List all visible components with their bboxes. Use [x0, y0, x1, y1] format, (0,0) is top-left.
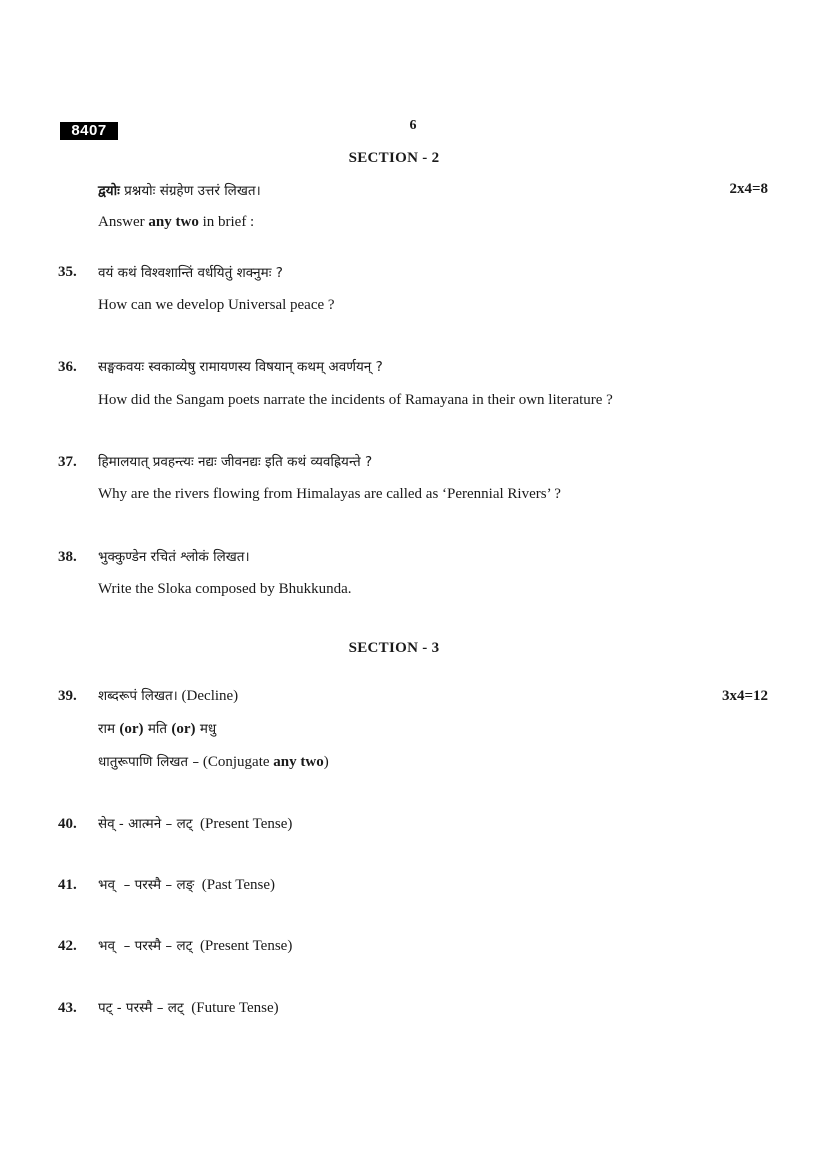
q39-line3 [98, 752, 329, 771]
q39-line2 [98, 719, 216, 738]
section-2-instruction-sanskrit [98, 181, 261, 200]
question-number: 37. [58, 454, 77, 470]
conjugation-sanskrit: भव् – परस्मै – लङ् [98, 877, 195, 893]
question-english: How did the Sangam poets narrate the incidents of Ramayana in their own literature ? [98, 392, 613, 408]
question-number: 40. [58, 816, 77, 832]
page-number: 6 [409, 118, 417, 133]
q39-english: (Decline) [177, 688, 239, 704]
conjugation-item [98, 936, 292, 955]
instruction-en-bold: any two [148, 214, 199, 230]
conjugate-en-post: ) [323, 754, 329, 770]
conjugate-en-bold: any two [273, 754, 324, 770]
conjugation-item [98, 998, 279, 1017]
conjugation-tense: (Present Tense) [192, 938, 293, 954]
q39-line1 [98, 686, 238, 705]
section-3-title: SECTION - 3 [348, 640, 440, 656]
instruction-bold-word: द्वयोः [98, 183, 120, 199]
or-label: (or) [119, 721, 144, 737]
conjugation-item [98, 814, 292, 833]
question-number: 36. [58, 359, 77, 375]
paper-code-badge: 8407 [60, 122, 118, 140]
conjugation-tense: (Future Tense) [183, 1000, 279, 1016]
instruction-en-pre: Answer [98, 214, 149, 230]
question-sanskrit: सङ्घकवयः स्वकाव्येषु रामायणस्य विषयान् कथम् अवर्णयन् ? [98, 359, 383, 375]
word-madhu: मधु [195, 721, 217, 737]
section-3-marks: 3x4=12 [721, 688, 768, 704]
or-label: (or) [171, 721, 196, 737]
section-2-marks: 2x4=8 [729, 181, 768, 197]
instruction-rest: प्रश्नयोः संग्रहेण उत्तरं लिखत। [119, 183, 261, 199]
conjugate-sanskrit: धातुरूपाणि लिखत – [98, 754, 200, 770]
conjugation-sanskrit: पट् - परस्मै – लट् [98, 1000, 184, 1016]
question-number: 39. [58, 688, 77, 704]
question-sanskrit: भुक्कुण्डेन रचितं श्लोकं लिखत। [98, 549, 250, 565]
word-mati: मति [143, 721, 172, 737]
question-english: Why are the rivers flowing from Himalayas are called as ‘Perennial Rivers’ ? [98, 486, 561, 502]
question-number: 35. [58, 264, 77, 280]
conjugate-en-pre: (Conjugate [199, 754, 274, 770]
section-2-title: SECTION - 2 [348, 150, 440, 166]
question-english: Write the Sloka composed by Bhukkunda. [98, 581, 352, 597]
question-number: 43. [58, 1000, 77, 1016]
q39-sanskrit: शब्दरूपं लिखत। [98, 688, 178, 704]
question-sanskrit: हिमालयात् प्रवहन्त्यः नद्यः जीवनद्यः इति कथं व्यवह्रियन्ते ? [98, 454, 373, 470]
conjugation-tense: (Present Tense) [192, 816, 293, 832]
question-english: How can we develop Universal peace ? [98, 297, 335, 313]
word-rama: राम [98, 721, 120, 737]
conjugation-sanskrit: सेव् - आत्मने – लट् [98, 816, 193, 832]
conjugation-tense: (Past Tense) [194, 877, 275, 893]
conjugation-item [98, 875, 275, 894]
instruction-en-post: in brief : [198, 214, 255, 230]
section-2-instruction-english [98, 214, 254, 231]
question-sanskrit: वयं कथं विश्वशान्तिं वर्धयितुं शक्नुमः ? [98, 265, 283, 281]
question-number: 38. [58, 549, 77, 565]
question-number: 41. [58, 877, 77, 893]
question-number: 42. [58, 938, 77, 954]
conjugation-sanskrit: भव् – परस्मै – लट् [98, 938, 193, 954]
